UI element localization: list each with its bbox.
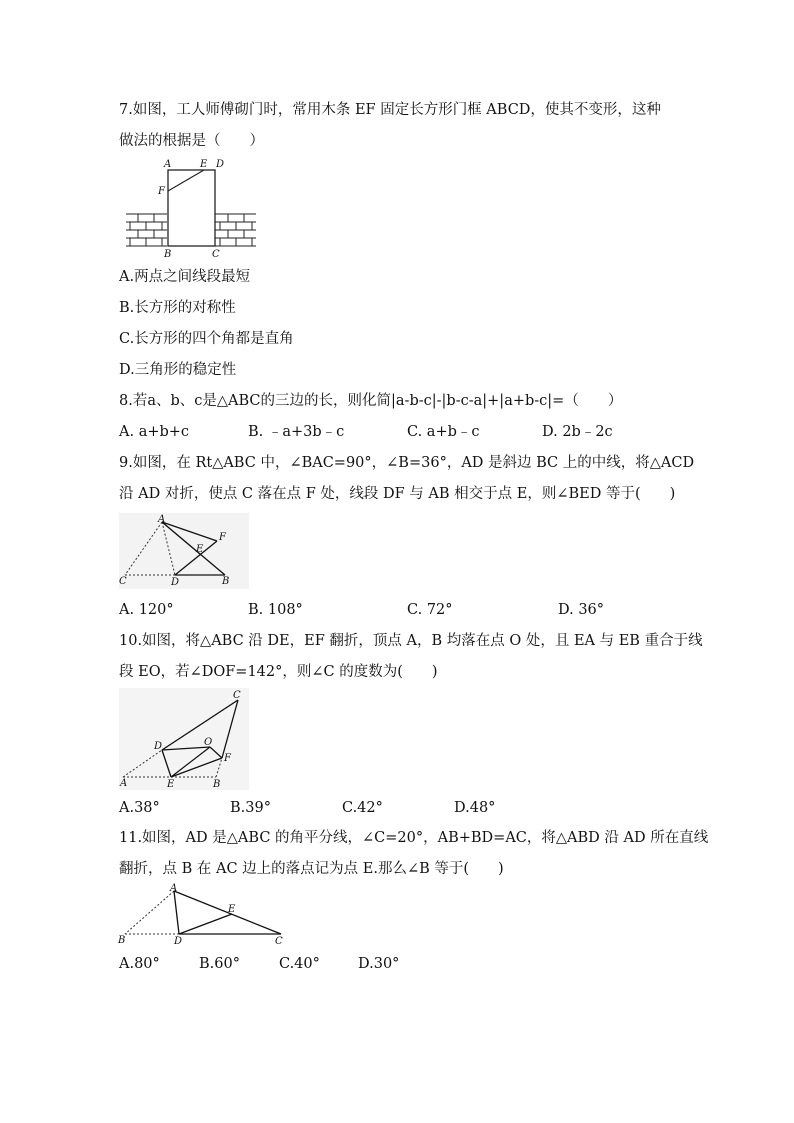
q9-option-b: B. 108° bbox=[248, 602, 303, 618]
q10-label-o: O bbox=[204, 737, 213, 748]
q10-label-b: B bbox=[213, 779, 221, 790]
q7-brick-wall-right bbox=[215, 214, 256, 246]
q7-rectangle-abcd bbox=[168, 170, 215, 246]
q11-segment-ab-dashed bbox=[125, 891, 174, 934]
q7-text-line1: 7.如图，工人师傅砌门时，常用木条 EF 固定长方形门框 ABCD，使其不变形，这种 bbox=[119, 102, 661, 118]
q8-option-d: D. 2b﹣2c bbox=[542, 424, 613, 440]
q7-option-a: A.两点之间线段最短 bbox=[119, 269, 251, 285]
q10-option-c: C.42° bbox=[342, 800, 383, 816]
q7-label-d: D bbox=[216, 159, 225, 170]
q11-option-b: B.60° bbox=[199, 956, 240, 972]
q7-label-f: F bbox=[158, 186, 165, 197]
q8-option-b: B. ﹣a+3b﹣c bbox=[248, 424, 345, 440]
q11-segment-ad bbox=[174, 891, 179, 934]
q9-label-b: B bbox=[222, 576, 230, 587]
q7-option-d: D.三角形的稳定性 bbox=[119, 362, 237, 378]
q10-label-f: F bbox=[224, 753, 231, 764]
q7-label-c: C bbox=[212, 249, 220, 260]
q8-option-c: C. a+b﹣c bbox=[407, 424, 480, 440]
q10-label-c: C bbox=[233, 690, 241, 701]
q7-door-frame-figure bbox=[120, 156, 260, 260]
q11-text-line2: 翻折，点 B 在 AC 边上的落点记为点 E.那么∠B 等于( ) bbox=[119, 861, 504, 877]
q11-label-a: A bbox=[170, 883, 178, 894]
q9-label-d: D bbox=[171, 577, 180, 588]
q9-figure-background bbox=[119, 513, 249, 589]
q11-label-d: D bbox=[174, 936, 183, 947]
q11-option-c: C.40° bbox=[279, 956, 320, 972]
q7-label-b: B bbox=[164, 249, 172, 260]
q10-option-a: A.38° bbox=[119, 800, 160, 816]
q9-label-c: C bbox=[119, 576, 127, 587]
q11-text-line1: 11.如图，AD 是△ABC 的角平分线，∠C=20°，AB+BD=AC，将△ABD 沿 AD 所在直线 bbox=[119, 830, 709, 846]
q11-option-d: D.30° bbox=[358, 956, 400, 972]
q10-label-d: D bbox=[154, 741, 163, 752]
q9-label-e: E bbox=[196, 544, 204, 555]
q11-segment-de bbox=[179, 914, 232, 934]
q11-label-b: B bbox=[118, 935, 126, 946]
q8-option-a: A. a+b+c bbox=[119, 424, 190, 440]
q10-figure-background bbox=[119, 688, 249, 790]
q9-text-line1: 9.如图，在 Rt△ABC 中，∠BAC=90°，∠B=36°，AD 是斜边 BC 上的中线，将△ACD bbox=[119, 455, 695, 471]
q9-option-d: D. 36° bbox=[558, 602, 605, 618]
q11-option-a: A.80° bbox=[119, 956, 160, 972]
q7-text-line2: 做法的根据是（ ） bbox=[119, 133, 264, 149]
q10-label-a: A bbox=[120, 778, 128, 789]
q7-label-e: E bbox=[200, 159, 208, 170]
q7-option-c: C.长方形的四个角都是直角 bbox=[119, 331, 294, 347]
q10-triangle-figure bbox=[119, 688, 249, 790]
q11-label-e: E bbox=[228, 904, 236, 915]
q9-label-a: A bbox=[158, 514, 166, 525]
q7-option-b: B.长方形的对称性 bbox=[119, 300, 236, 316]
q9-option-a: A. 120° bbox=[119, 602, 174, 618]
q11-triangle-figure bbox=[115, 882, 290, 948]
q10-text-line1: 10.如图，将△ABC 沿 DE，EF 翻折，顶点 A，B 均落在点 O 处，且 EA 与 EB 重合于线 bbox=[119, 633, 703, 649]
q10-option-b: B.39° bbox=[230, 800, 271, 816]
q9-label-f: F bbox=[219, 532, 226, 543]
q7-segment-ef bbox=[168, 170, 204, 191]
q7-brick-wall-left bbox=[126, 214, 167, 246]
q7-label-a: A bbox=[164, 159, 172, 170]
q10-label-e: E bbox=[167, 779, 175, 790]
q10-text-line2: 段 EO，若∠DOF=142°，则∠C 的度数为( ) bbox=[119, 664, 438, 680]
q10-option-d: D.48° bbox=[454, 800, 496, 816]
q9-option-c: C. 72° bbox=[407, 602, 453, 618]
q9-triangle-figure bbox=[119, 513, 249, 589]
q9-text-line2: 沿 AD 对折，使点 C 落在点 F 处，线段 DF 与 AB 相交于点 E，则∠BED 等于( ) bbox=[119, 486, 676, 502]
q11-label-c: C bbox=[275, 936, 283, 947]
q8-text-line1: 8.若a、b、c是△ABC的三边的长，则化简|a-b-c|-|b-c-a|+|a+b-c|=（ ） bbox=[119, 393, 623, 409]
